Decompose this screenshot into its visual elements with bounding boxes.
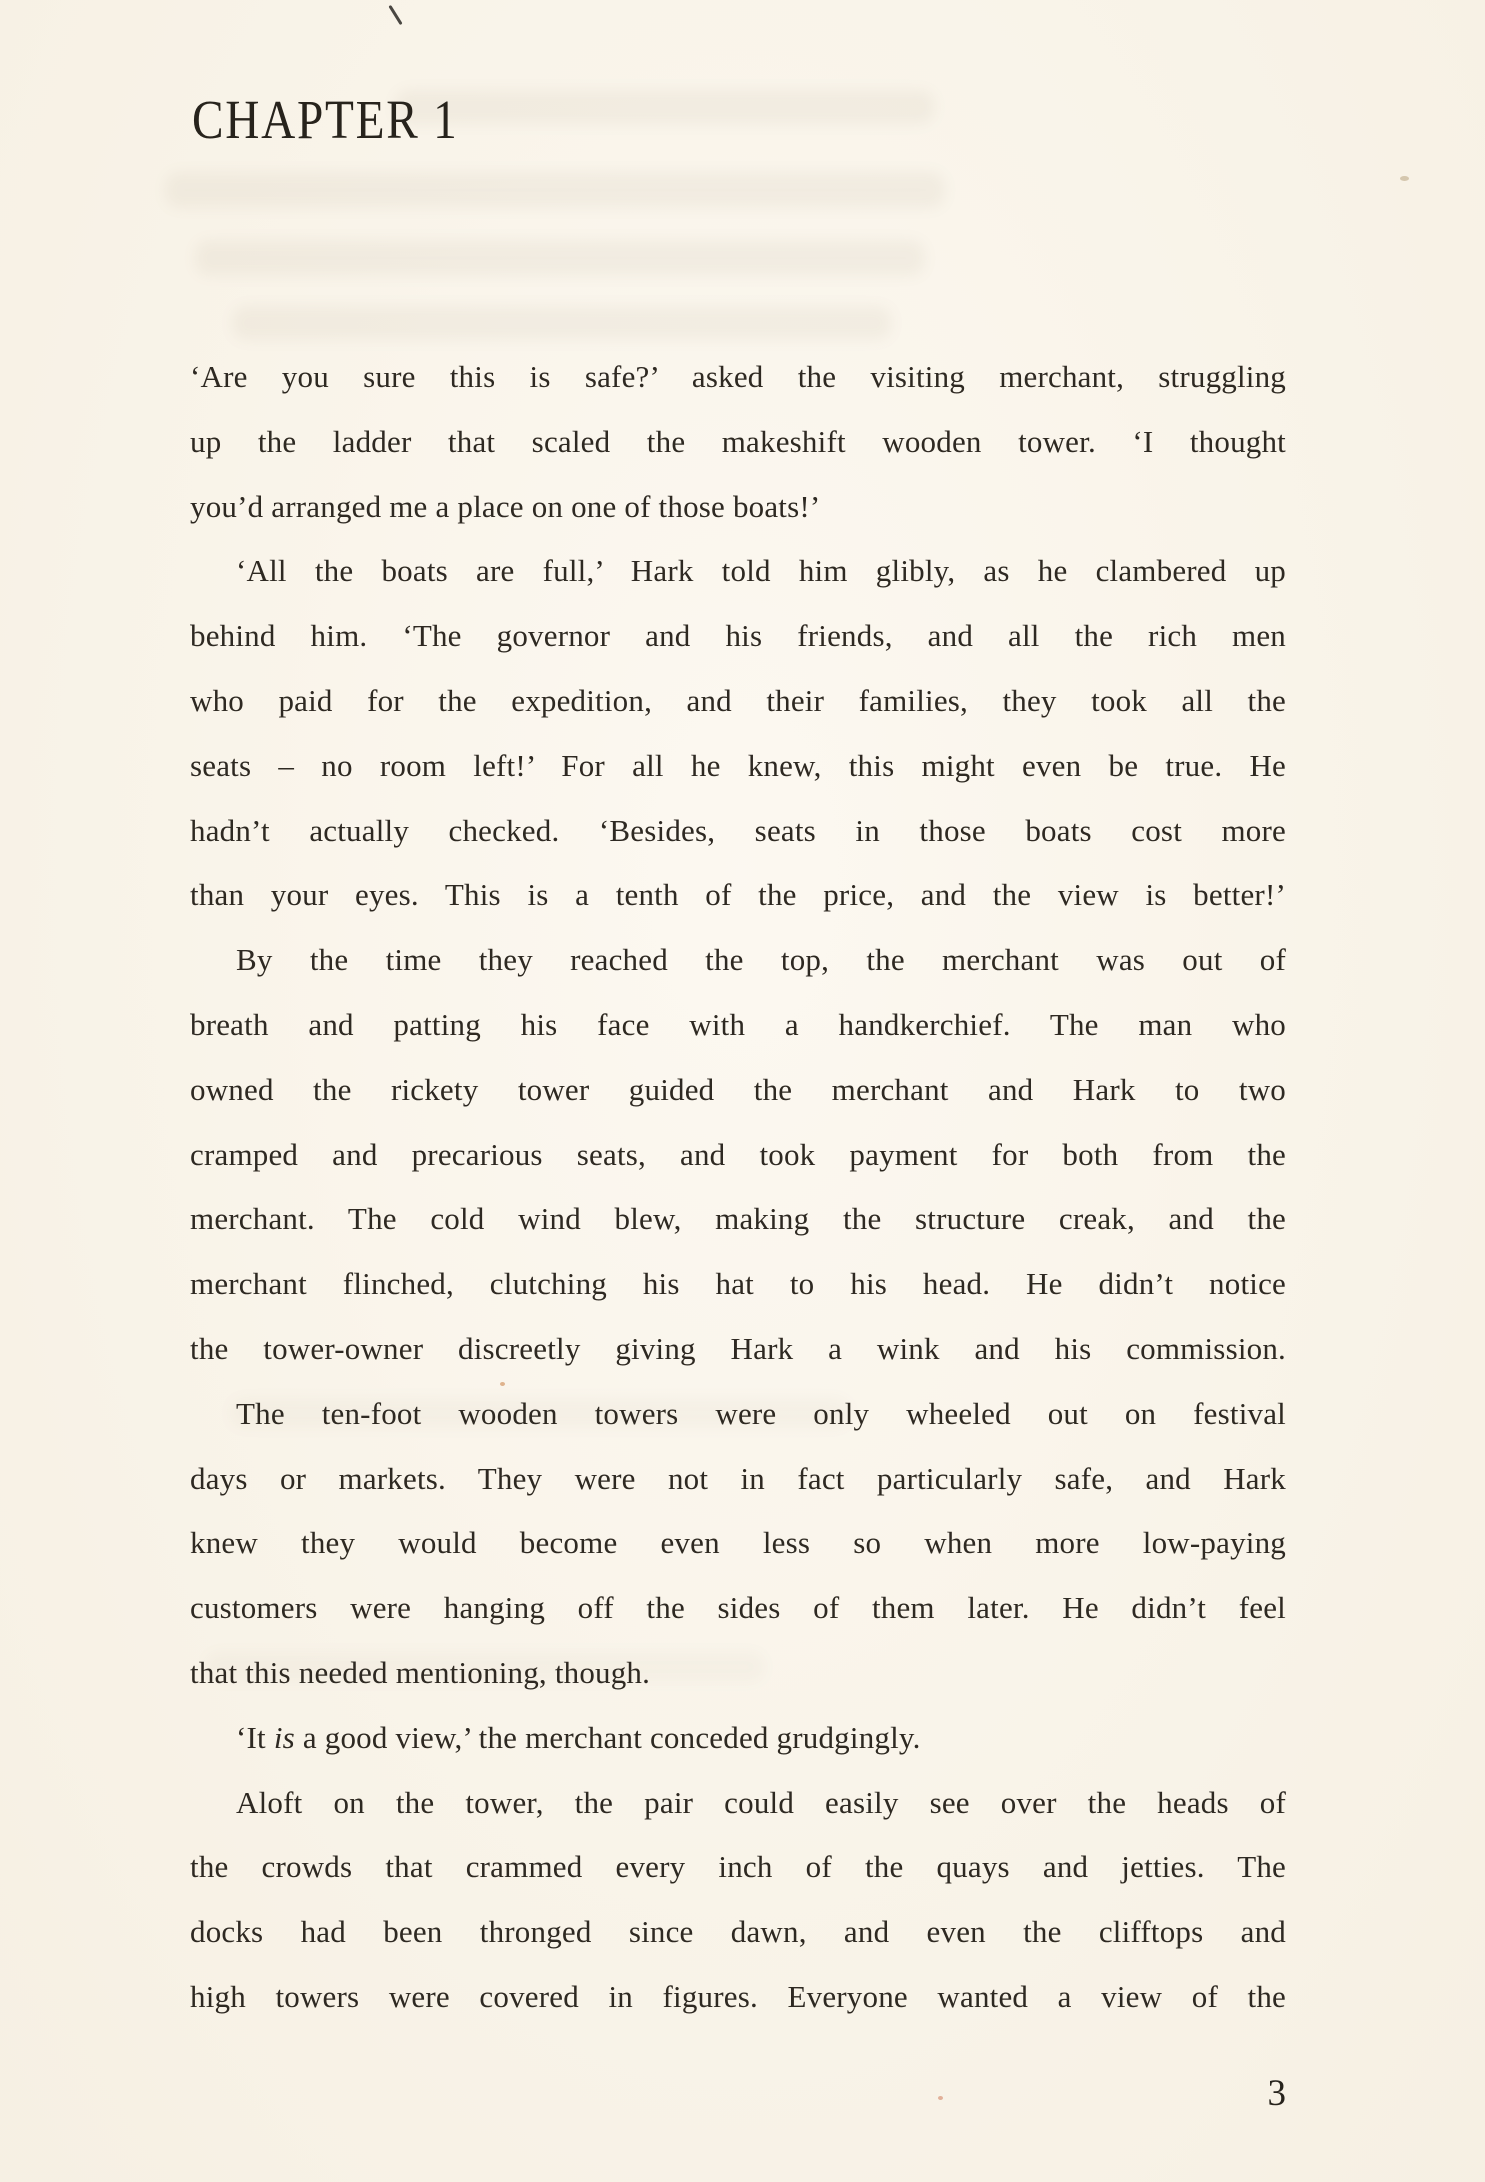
text-line: knew they would become even less so when more low-paying <box>190 1525 1286 1561</box>
chapter-heading: CHAPTER 1 <box>192 89 459 150</box>
bleed-through-text <box>195 240 925 276</box>
body-text <box>190 345 1286 2030</box>
text-line: behind him. ‘The governor and his friends, and all the rich men <box>190 618 1286 654</box>
text-line: you’d arranged me a place on one of those boats!’ <box>190 488 821 524</box>
bleed-through-text <box>232 306 892 340</box>
text-line: ‘It is a good view,’ the merchant conceded grudgingly. <box>236 1719 921 1755</box>
page-number: 3 <box>1267 2073 1286 2114</box>
text-line: docks had been thronged since dawn, and even the clifftops and <box>190 1914 1286 1950</box>
text-line: who paid for the expedition, and their families, they took all the <box>190 682 1286 718</box>
text-line: customers were hanging off the sides of them later. He didn’t feel <box>190 1590 1286 1626</box>
text-line: up the ladder that scaled the makeshift wooden tower. ‘I thought <box>190 423 1286 459</box>
text-line: Aloft on the tower, the pair could easily see over the heads of <box>236 1784 1286 1820</box>
text-line: ‘Are you sure this is safe?’ asked the visiting merchant, struggling <box>190 359 1286 394</box>
paper-speck <box>1400 176 1409 181</box>
text-line: merchant. The cold wind blew, making the structure creak, and the <box>190 1201 1286 1237</box>
scan-mark <box>388 5 402 25</box>
text-line: breath and patting his face with a handkerchief. The man who <box>190 1006 1286 1042</box>
text-line: the tower-owner discreetly giving Hark a wink and his commission. <box>190 1330 1286 1366</box>
text-line: seats – no room left!’ For all he knew, this might even be true. He <box>190 747 1286 783</box>
text-line: ‘All the boats are full,’ Hark told him glibly, as he clambered up <box>236 553 1286 589</box>
bleed-through-text <box>165 172 945 208</box>
text-line: high towers were covered in figures. Everyone wanted a view of the <box>190 1978 1286 2014</box>
text-line: cramped and precarious seats, and took payment for both from the <box>190 1136 1286 1172</box>
bleed-through-text <box>395 90 935 124</box>
text-line: The ten-foot wooden towers were only wheeled out on festival <box>236 1395 1286 1431</box>
text-line: the crowds that crammed every inch of the quays and jetties. The <box>190 1849 1286 1885</box>
text-line: By the time they reached the top, the merchant was out of <box>236 942 1286 978</box>
text-line: hadn’t actually checked. ‘Besides, seats in those boats cost more <box>190 812 1286 848</box>
text-line: owned the rickety tower guided the merchant and Hark to two <box>190 1071 1286 1107</box>
text-line: merchant flinched, clutching his hat to his head. He didn’t notice <box>190 1266 1286 1302</box>
text-line: than your eyes. This is a tenth of the price, and the view is better!’ <box>190 877 1286 913</box>
text-line: that this needed mentioning, though. <box>190 1654 651 1690</box>
text-line: days or markets. They were not in fact particularly safe, and Hark <box>190 1460 1286 1496</box>
